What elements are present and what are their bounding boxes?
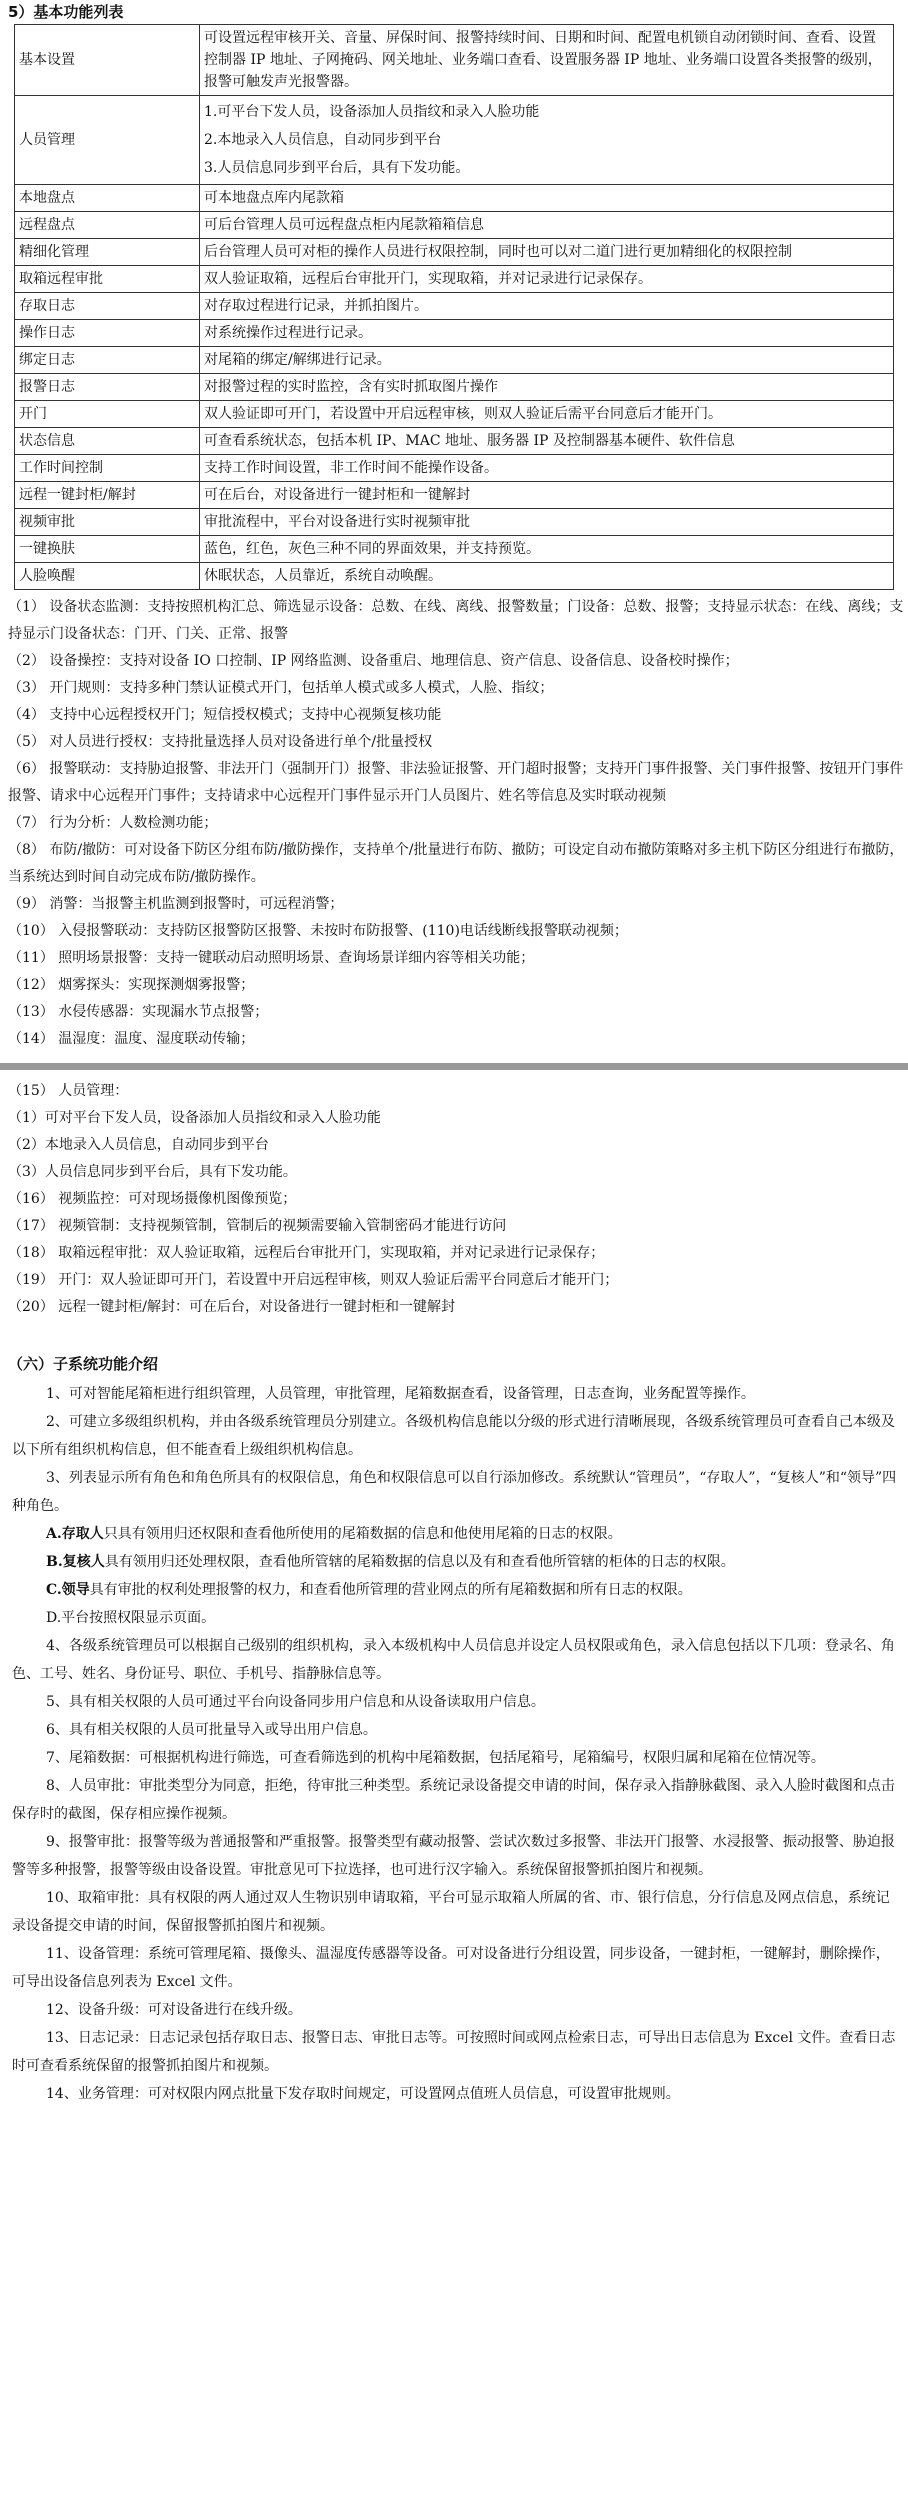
list-item: （3） 开门规则：支持多种门禁认证模式开门，包括单人模式或多人模式，人脸、指纹；	[8, 680, 554, 696]
paragraph-2: 2、可建立多级组织机构，并由各级系统管理员分别建立。各级机构信息能以分级的形式进行清晰展现，各级系统管理员可查看自己本级及以下所有组织机构信息，但不能查看上级组织机构信息。	[12, 1414, 895, 1458]
table-row	[15, 401, 894, 428]
table-row	[15, 374, 894, 401]
list-item: （7） 行为分析：人数检测功能；	[8, 815, 218, 831]
list-item: （10） 入侵报警联动：支持防区报警防区报警、未按时布防报警、(110)电话线断线报警联动视频；	[8, 923, 628, 939]
list-item: （8） 布防/撤防：可对设备下防区分组布防/撤防操作，支持单个/批量进行布防、撤防；可设定自动布撤防策略对多主机下防区分组进行布撤防，当系统达到时间自动完成布防/撤防操作。	[8, 842, 904, 885]
row-name: 远程盘点	[15, 212, 200, 239]
row-name: 基本设置	[15, 25, 200, 96]
role-b-label: B.复核人	[46, 1554, 105, 1570]
paragraph-4: 4、各级系统管理员可以根据自己级别的组织机构，录入本级机构中人员信息并设定人员权限或角色，录入信息包括以下几项：登录名、角色、工号、姓名、身份证号、职位、手机号、指静脉信息等。	[12, 1638, 895, 1682]
role-b-text: 具有领用归还处理权限，查看他所管辖的尾箱数据的信息以及有和查看他所管辖的柜体的日志的权限。	[104, 1554, 735, 1570]
table-row	[15, 185, 894, 212]
row-desc: 可设置远程审核开关、音量、屏保时间、报警持续时间、日期和时间、配置电机锁自动闭锁时间、查看、设置控制器 IP 地址、子网掩码、网关地址、业务端口查看、设置服务器 IP 地址、业务端口设置各类报警的级别，报警可触发声光报警器。	[200, 25, 894, 96]
table-row	[15, 347, 894, 374]
table-row	[15, 536, 894, 563]
section-6-body	[0, 1380, 908, 2108]
list-item: （4） 支持中心远程授权开门；短信授权模式；支持中心视频复核功能	[8, 707, 442, 723]
paragraph-9: 9、报警审批：报警等级为普通报警和严重报警。报警类型有藏动报警、尝试次数过多报警、非法开门报警、水浸报警、振动报警、胁迫报警等多种报警，报警等级由设备设置。审批意见可下拉选择，也可进行汉字输入。系统保留报警抓拍图片和视频。	[12, 1834, 895, 1878]
row-desc: 1.可平台下发人员，设备添加人员指纹和录入人脸功能 2.本地录入人员信息，自动同步到平台 3.人员信息同步到平台后，具有下发功能。	[200, 96, 894, 185]
paragraph-5: 5、具有相关权限的人员可通过平台向设备同步用户信息和从设备读取用户信息。	[46, 1694, 545, 1710]
paragraph-3: 3、列表显示所有角色和角色所具有的权限信息，角色和权限信息可以自行添加修改。系统默认“管理员”，“存取人”，“复核人”和“领导”四种角色。	[12, 1470, 897, 1514]
list-item: （1） 设备状态监测：支持按照机构汇总、筛选显示设备：总数、在线、离线、报警数量；门设备：总数、报警；支持显示状态：在线、离线；支持显示门设备状态：门开、门关、正常、报警	[8, 599, 904, 642]
section-divider	[0, 1063, 908, 1070]
row-desc: 双人验证取箱，远程后台审批开门，实现取箱，并对记录进行记录保存。	[200, 266, 894, 293]
list-item: （9） 消警：当报警主机监测到报警时，可远程消警；	[8, 896, 344, 912]
list-item: （20） 远程一键封柜/解封：可在后台，对设备进行一键封柜和一键解封	[8, 1299, 455, 1315]
list-item: （15） 人员管理：	[8, 1083, 129, 1099]
paragraph-8: 8、人员审批：审批类型分为同意，拒绝，待审批三种类型。系统记录设备提交申请的时间，保存录入指静脉截图、录入人脸时截图和点击保存时的截图，保存相应操作视频。	[12, 1778, 895, 1822]
paragraph-7: 7、尾箱数据：可根据机构进行筛选，可查看筛选到的机构中尾箱数据，包括尾箱号，尾箱编号，权限归属和尾箱在位情况等。	[46, 1750, 825, 1766]
list-item: （2） 设备操控：支持对设备 IO 口控制、IP 网络监测、设备重启、地理信息、资产信息、设备信息、设备校时操作；	[8, 653, 739, 669]
row-name: 工作时间控制	[15, 455, 200, 482]
list-item: （11） 照明场景报警：支持一键联动启动照明场景、查询场景详细内容等相关功能；	[8, 950, 535, 966]
row-desc: 后台管理人员可对柜的操作人员进行权限控制，同时也可以对二道门进行更加精细化的权限控制	[200, 239, 894, 266]
row-name: 存取日志	[15, 293, 200, 320]
list-item: （16） 视频监控：可对现场摄像机图像预览；	[8, 1191, 297, 1207]
table-row	[15, 293, 894, 320]
row-name: 精细化管理	[15, 239, 200, 266]
feature-list-b	[0, 1078, 908, 1321]
paragraph-1: 1、可对智能尾箱柜进行组织管理，人员管理，审批管理，尾箱数据查看，设备管理，日志查询，业务配置等操作。	[46, 1386, 755, 1402]
role-d: D.平台按照权限显示页面。	[46, 1610, 216, 1626]
list-item: （18） 取箱远程审批：双人验证取箱，远程后台审批开门，实现取箱，并对记录进行记录保存；	[8, 1245, 605, 1261]
table-row	[15, 563, 894, 590]
list-item: （13） 水侵传感器：实现漏水节点报警；	[8, 1004, 269, 1020]
table-row	[15, 212, 894, 239]
row-name: 开门	[15, 401, 200, 428]
row-desc: 可在后台，对设备进行一键封柜和一键解封	[200, 482, 894, 509]
table-row	[15, 428, 894, 455]
paragraph-11: 11、设备管理：系统可管理尾箱、摄像头、温湿度传感器等设备。可对设备进行分组设置，同步设备，一键封柜，一键解封，删除操作，可导出设备信息列表为 Excel 文件。	[12, 1946, 890, 1990]
paragraph-13: 13、日志记录：日志记录包括存取日志、报警日志、审批日志等。可按照时间或网点检索日志，可导出日志信息为 Excel 文件。查看日志时可查看系统保留的报警抓拍图片和视频。	[12, 2030, 896, 2074]
row-name: 操作日志	[15, 320, 200, 347]
table-row	[15, 509, 894, 536]
paragraph-6: 6、具有相关权限的人员可批量导入或导出用户信息。	[46, 1722, 377, 1738]
row-desc: 支持工作时间设置，非工作时间不能操作设备。	[200, 455, 894, 482]
row-desc: 可查看系统状态，包括本机 IP、MAC 地址、服务器 IP 及控制器基本硬件、软件信息	[200, 428, 894, 455]
row-desc: 对系统操作过程进行记录。	[200, 320, 894, 347]
list-item: （6） 报警联动：支持胁迫报警、非法开门（强制开门）报警、非法验证报警、开门超时报警；支持开门事件报警、关门事件报警、按钮开门事件报警、请求中心远程开门事件；支持请求中心远程开门事件显示开门人员图片、姓名等信息及实时联动视频	[8, 761, 904, 804]
row-name: 报警日志	[15, 374, 200, 401]
list-item: （12） 烟雾探头：实现探测烟雾报警；	[8, 977, 255, 993]
feature-list-a	[0, 594, 908, 1053]
row-desc: 可本地盘点库内尾款箱	[200, 185, 894, 212]
role-b	[0, 1548, 908, 1576]
row-desc: 休眠状态，人员靠近，系统自动唤醒。	[200, 563, 894, 590]
row-desc: 双人验证即可开门，若设置中开启远程审核，则双人验证后需平台同意后才能开门。	[200, 401, 894, 428]
row-name: 本地盘点	[15, 185, 200, 212]
row-desc: 蓝色，红色，灰色三种不同的界面效果，并支持预览。	[200, 536, 894, 563]
row-desc: 对尾箱的绑定/解绑进行记录。	[200, 347, 894, 374]
table-row	[15, 96, 894, 185]
row-name: 取箱远程审批	[15, 266, 200, 293]
list-item: （17） 视频管制：支持视频管制，管制后的视频需要输入管制密码才能进行访问	[8, 1218, 507, 1234]
row-name: 视频审批	[15, 509, 200, 536]
function-table	[14, 24, 894, 590]
row-desc: 审批流程中，平台对设备进行实时视频审批	[200, 509, 894, 536]
role-a	[0, 1520, 908, 1548]
table-row	[15, 25, 894, 96]
row-name: 远程一键封柜/解封	[15, 482, 200, 509]
table-row	[15, 482, 894, 509]
table-row	[15, 239, 894, 266]
list-item: （19） 开门：双人验证即可开门，若设置中开启远程审核，则双人验证后需平台同意后才能开门；	[8, 1272, 619, 1288]
row-desc: 对报警过程的实时监控，含有实时抓取图片操作	[200, 374, 894, 401]
paragraph-10: 10、取箱审批：具有权限的两人通过双人生物识别申请取箱，平台可显示取箱人所属的省、市、银行信息，分行信息及网点信息，系统记录设备提交申请的时间，保留报警抓拍图片和视频。	[12, 1890, 890, 1934]
section-6-title: （六）子系统功能介绍	[8, 1355, 159, 1373]
list-item: （1）可对平台下发人员，设备添加人员指纹和录入人脸功能	[8, 1110, 381, 1126]
row-name: 状态信息	[15, 428, 200, 455]
role-a-text: 只具有领用归还权限和查看他所使用的尾箱数据的信息和他使用尾箱的日志的权限。	[103, 1526, 622, 1542]
table-row	[15, 266, 894, 293]
row-name: 人员管理	[15, 96, 200, 185]
list-item: （2）本地录入人员信息，自动同步到平台	[8, 1137, 269, 1153]
row-name: 一键换肤	[15, 536, 200, 563]
section-5-title: 5）基本功能列表	[8, 3, 124, 21]
row-desc: 可后台管理人员可远程盘点柜内尾款箱箱信息	[200, 212, 894, 239]
role-c	[0, 1576, 908, 1604]
role-a-label: A.存取人	[46, 1526, 104, 1542]
paragraph-14: 14、业务管理：可对权限内网点批量下发存取时间规定，可设置网点值班人员信息，可设置审批规则。	[46, 2086, 680, 2102]
list-item: （5） 对人员进行授权：支持批量选择人员对设备进行单个/批量授权	[8, 734, 433, 750]
row-name: 绑定日志	[15, 347, 200, 374]
row-desc: 对存取过程进行记录，并抓拍图片。	[200, 293, 894, 320]
list-item: （3）人员信息同步到平台后，具有下发功能。	[8, 1164, 297, 1180]
row-name: 人脸唤醒	[15, 563, 200, 590]
table-row	[15, 320, 894, 347]
role-c-label: C.领导	[46, 1582, 90, 1598]
role-c-text: 具有审批的权利处理报警的权力，和查看他所管理的营业网点的所有尾箱数据和所有日志的权限。	[89, 1582, 692, 1598]
table-row	[15, 455, 894, 482]
paragraph-12: 12、设备升级：可对设备进行在线升级。	[46, 2002, 302, 2018]
list-item: （14） 温湿度：温度、湿度联动传输；	[8, 1031, 255, 1047]
